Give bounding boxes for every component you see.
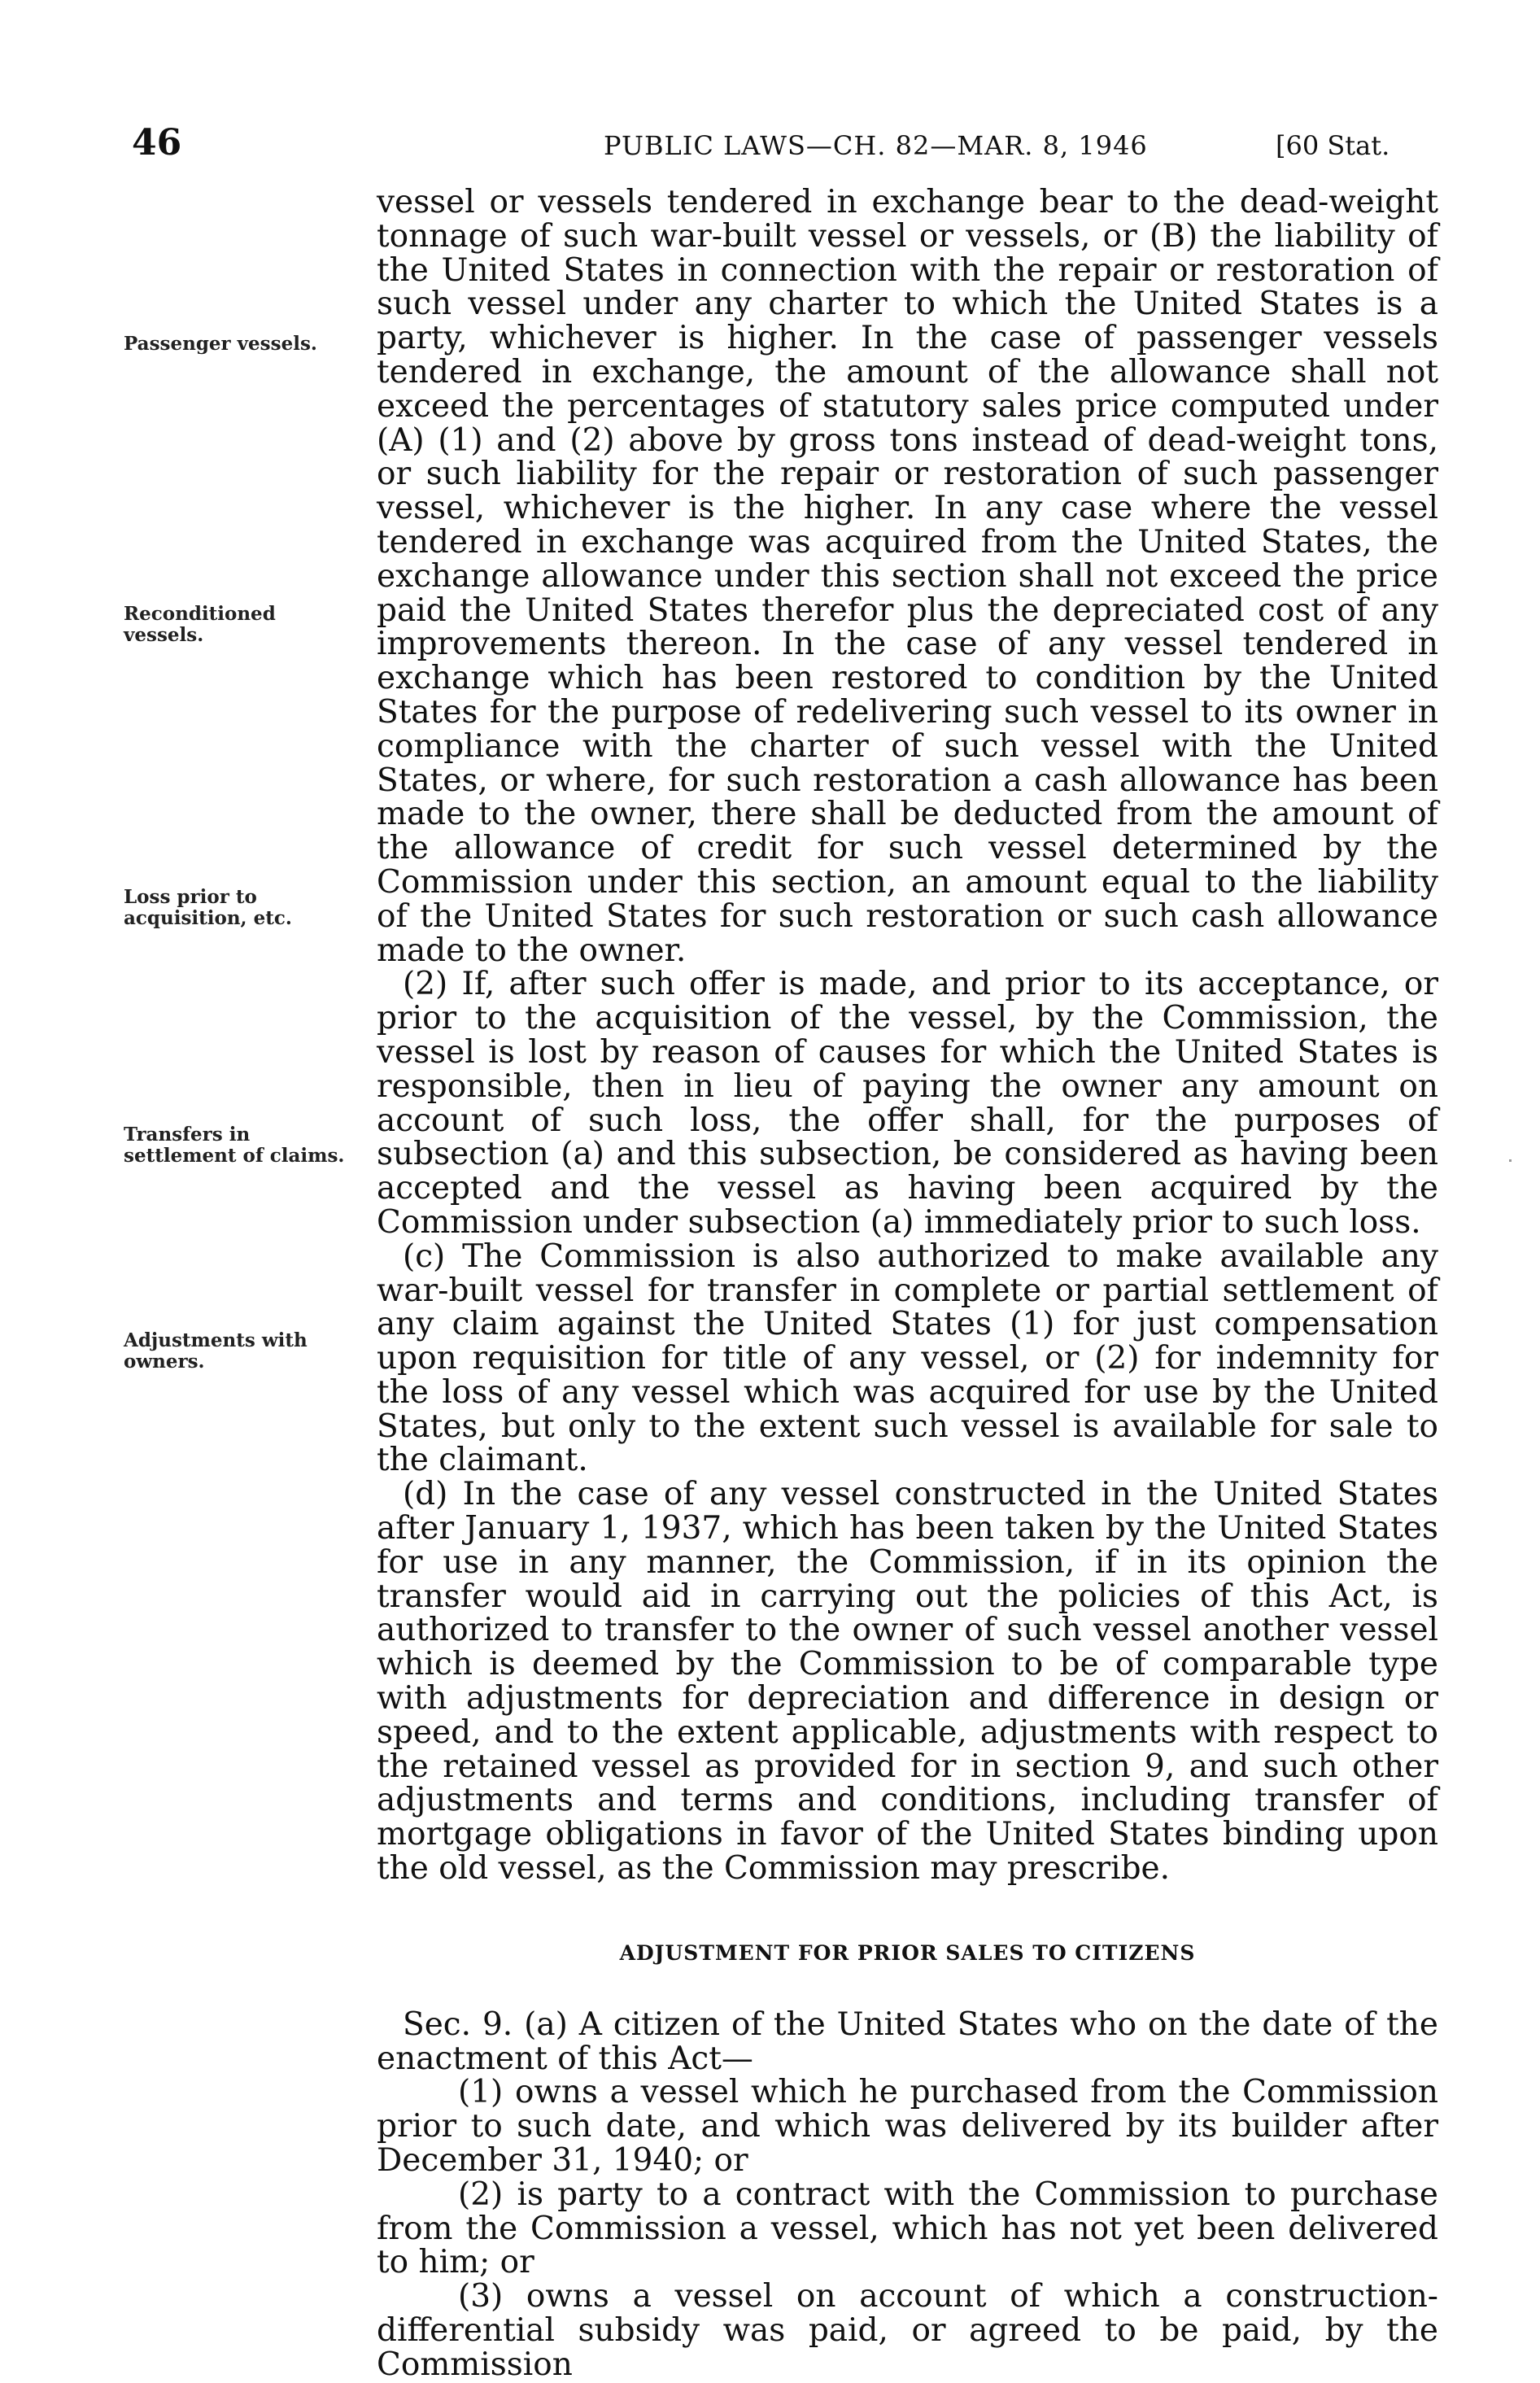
scan-mark — [1509, 1159, 1512, 1162]
side-note-loss-prior: Loss prior to acquisition, etc. — [124, 886, 292, 929]
side-note-passenger-vessels: Passenger vessels. — [124, 333, 317, 355]
list-item-2: (2) is party to a contract with the Commission to purchase from the Commission a vessel, which has not yet been delivered to him; or — [377, 2176, 1438, 2281]
main-text — [377, 185, 1438, 2382]
paragraph-subsection-d: (d) In the case of any vessel constructed in the United States after January 1, 1937, which has been taken by the United States for use in any manner, the Commission, if in its opinion the transfer would aid in carrying out the policies of this Act, is authorized to transfer to the owner of such vessel another vessel which is deemed by the Commission to be of comparable type with adjustments for depreciation and difference in design or speed, and to the extent applicable, adjustments with respect to the retained vessel as provided for in section 9, and such other adjustments and terms and conditions, including transfer of mortgage obligations in favor of the United States binding upon the old vessel, as the Commission may prescribe. — [377, 1476, 1438, 1888]
list-item-3: (3) owns a vessel on account of which a construction-differential subsidy was paid, or agreed to be paid, by the Commission — [377, 2278, 1438, 2383]
paragraph-subsection-c: (c) The Commission is also authorized to make available any war-built vessel for transfer in complete or partial settlement of any claim against the United States (1) for just compensation upon requisition for title of any vessel, or (2) for indemnity for the loss of any vessel which was acquired for use by the United States, but only to the extent such vessel is available for sale to the claimant. — [377, 1237, 1438, 1479]
side-note-reconditioned-vessels: Reconditioned vessels. — [124, 603, 276, 646]
side-note-transfers: Transfers in settlement of claims. — [124, 1124, 345, 1167]
running-title: PUBLIC LAWS—CH. 82—MAR. 8, 1946 — [604, 130, 1148, 161]
list-item-1: (1) owns a vessel which he purchased from the Commission prior to such date, and which was delivered by its builder after December 31, 1940; or — [377, 2074, 1438, 2180]
side-note-adjustments: Adjustments with owners. — [124, 1329, 308, 1373]
paragraph-sec-9: Sec. 9. (a) A citizen of the United States who on the date of the enactment of this Act— — [377, 2005, 1438, 2077]
page-header — [0, 122, 1540, 171]
paragraph-loss-prior: (2) If, after such offer is made, and prior to its acceptance, or prior to the acquisition of the vessel, by the Commission, the vessel is lost by reason of causes for which the United States is responsible, then in lieu of paying the owner any amount on account of such loss, the offer shall, for the purposes of subsection (a) and this subsection, be considered as having been accepted and the vessel as having been acquired by the Commission under subsection (a) immediately prior to such loss. — [377, 966, 1438, 1241]
page-number: 46 — [132, 122, 182, 164]
statute-reference: [60 Stat. — [1276, 130, 1390, 161]
paragraph-continued: vessel or vessels tendered in exchange bear to the dead-weight tonnage of such war-built vessel or vessels, or (B) the liability of the United States in connection with the repair or restoration of such vessel under any charter to which the United States is a party, whichever is higher. In the case of passenger vessels tendered in exchange, the amount of the allowance shall not exceed the percentages of statutory sales price computed under (A) (1) and (2) above by gross tons instead of dead-weight tons, or such liability for the repair or restoration of such passenger vessel, whichever is the higher. In any case where the vessel tendered in exchange was acquired from the United States, the exchange allowance under this section shall not exceed the price paid the United States therefor plus the depreciated cost of any improvements thereon. In the case of any vessel tendered in exchange which has been restored to condition by the United States for the purpose of redelivering such vessel to its owner in compliance with the charter of such vessel with the United States, or where, for such restoration a cash allowance has been made to the owner, there shall be deducted from the amount of the allowance of credit for such vessel determined by the Commission under this section, an amount equal to the liability of the United States for such restoration or such cash allowance made to the owner. — [377, 184, 1438, 969]
section-heading: ADJUSTMENT FOR PRIOR SALES TO CITIZENS — [619, 1940, 1196, 1965]
